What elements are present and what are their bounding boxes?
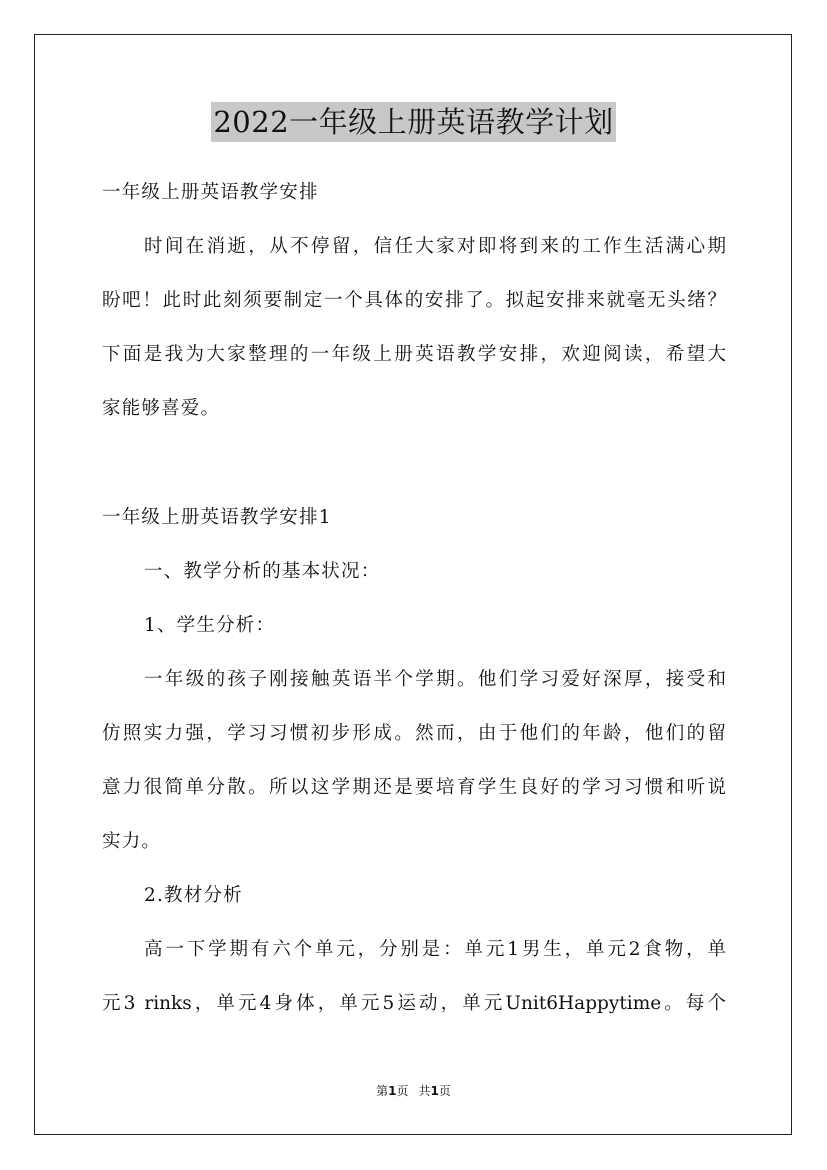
title-container [0, 102, 827, 142]
page-label-prefix: 第 [376, 1084, 389, 1098]
part-heading: 一、教学分析的基本状况： [144, 561, 381, 582]
intro-paragraph-line: 盼吧！此时此刻须要制定一个具体的安排了。拟起安排来就毫无头绪？ [102, 290, 726, 311]
item-heading: 1、学生分析： [144, 615, 276, 636]
body-paragraph-line: 意力很简单分散。所以这学期还是要培育学生良好的学习习惯和听说 [102, 777, 726, 798]
page-number: 1 [388, 1084, 397, 1098]
body-paragraph-line: 元3 rinks，单元4身体，单元5运动，单元Unit6Happytime。每个 [102, 993, 726, 1014]
body-paragraph-line: 实力。 [102, 831, 162, 852]
intro-paragraph-line: 时间在消逝，从不停留，信任大家对即将到来的工作生活满心期 [144, 236, 726, 257]
body-paragraph-line: 高一下学期有六个单元，分别是：单元1男生，单元2食物，单 [144, 939, 726, 960]
intro-paragraph-line: 家能够喜爱。 [102, 398, 221, 419]
document-subtitle: 一年级上册英语教学安排 [102, 182, 319, 203]
document-title: 2022一年级上册英语教学计划 [211, 102, 615, 142]
item-heading: 2.教材分析 [144, 885, 243, 906]
total-label-suffix: 页 [438, 1084, 451, 1098]
total-pages: 1 [430, 1084, 439, 1098]
page-footer [0, 1083, 827, 1099]
body-paragraph-line: 一年级的孩子刚接触英语半个学期。他们学习爱好深厚，接受和 [144, 669, 726, 690]
total-label-prefix: 共 [418, 1084, 431, 1098]
section-heading: 一年级上册英语教学安排1 [102, 507, 332, 528]
body-paragraph-line: 仿照实力强，学习习惯初步形成。然而，由于他们的年龄，他们的留 [102, 723, 726, 744]
intro-paragraph-line: 下面是我为大家整理的一年级上册英语教学安排，欢迎阅读，希望大 [102, 344, 726, 365]
page-label-suffix: 页 [396, 1084, 409, 1098]
